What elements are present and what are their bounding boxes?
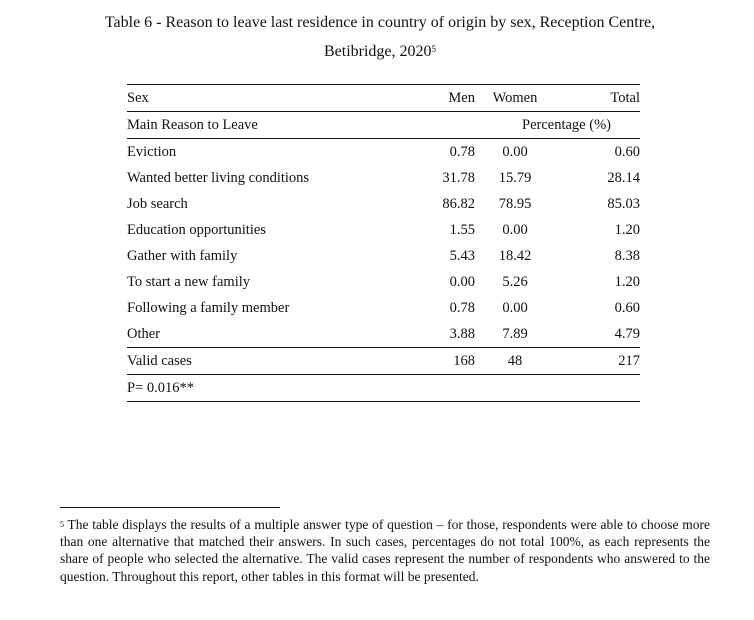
cell-total: 85.03 (607, 195, 640, 212)
cell-men: 86.82 (442, 195, 475, 212)
footnote-text: The table displays the results of a multiple answer type of question – for those, respondents were able to choose more than one alternative that matched their answers. In such cases, percentages do not total 100%, as each represents the share of people who selected the alternative. The valid cases represent the number of respondents who answered to the question. Throughout this report, other tables in this format will be presented. (60, 517, 710, 584)
cell-label: Job search (127, 195, 188, 212)
cell-label: Gather with family (127, 247, 238, 264)
cell-label: Eviction (127, 143, 177, 160)
cell-label: Education opportunities (127, 221, 266, 238)
table-title (60, 8, 700, 66)
title-line-1: Table 6 - Reason to leave last residence in country of origin by sex, Reception Centre, (104, 14, 656, 31)
cell-women: 0.00 (502, 143, 528, 160)
subheader-label: Main Reason to Leave (127, 112, 423, 139)
cell-women: 15.79 (498, 169, 532, 186)
cell-women: 18.42 (498, 247, 532, 264)
cell-total: 28.14 (607, 169, 640, 186)
reason-table (127, 84, 640, 402)
cell-total: 1.20 (614, 221, 640, 238)
table-row (127, 295, 640, 321)
valid-cases-women: 48 (475, 348, 555, 375)
cell-men: 3.88 (449, 325, 475, 342)
title-line-2 (60, 37, 700, 66)
p-value-row (127, 375, 640, 402)
cell-men: 5.43 (449, 247, 475, 264)
table-row (127, 243, 640, 269)
table-row (127, 165, 640, 191)
header-women: Women (475, 85, 555, 112)
cell-women: 5.26 (502, 273, 528, 290)
cell-label: Wanted better living conditions (127, 169, 310, 186)
table-row (127, 217, 640, 243)
cell-women: 7.89 (502, 325, 528, 342)
p-value: P= 0.016** (127, 375, 640, 402)
valid-cases-row (127, 348, 640, 375)
table-row (127, 139, 640, 166)
valid-cases-total: 217 (555, 348, 640, 375)
footnote-divider (60, 507, 280, 508)
cell-label: To start a new family (127, 273, 251, 290)
footnote-number: 5 (60, 520, 64, 529)
cell-total: 4.79 (614, 325, 640, 342)
cell-total: 1.20 (614, 273, 640, 290)
subheader-row (127, 112, 640, 139)
cell-total: 8.38 (614, 247, 640, 264)
header-row (127, 85, 640, 112)
cell-men: 1.55 (449, 221, 475, 238)
header-men: Men (423, 85, 475, 112)
cell-women: 78.95 (498, 195, 532, 212)
valid-cases-label: Valid cases (127, 348, 423, 375)
title-line-2-text: Betibridge, 2020 (323, 43, 432, 60)
cell-men: 0.00 (449, 273, 475, 290)
title-footnote-ref: 5 (431, 44, 437, 54)
cell-women: 0.00 (502, 221, 528, 238)
valid-cases-men: 168 (423, 348, 475, 375)
cell-total: 0.60 (614, 299, 640, 316)
table-body (127, 139, 640, 348)
header-total: Total (555, 85, 640, 112)
table-row (127, 321, 640, 348)
cell-label: Other (127, 325, 161, 342)
cell-men: 0.78 (449, 299, 475, 316)
footnote (60, 516, 710, 585)
cell-label: Following a family member (127, 299, 290, 316)
cell-men: 0.78 (449, 143, 475, 160)
cell-women: 0.00 (502, 299, 528, 316)
table-row (127, 191, 640, 217)
cell-men: 31.78 (442, 169, 475, 186)
header-sex: Sex (127, 85, 423, 112)
table-row (127, 269, 640, 295)
cell-total: 0.60 (614, 143, 640, 160)
subheader-unit: Percentage (%) (423, 112, 640, 139)
